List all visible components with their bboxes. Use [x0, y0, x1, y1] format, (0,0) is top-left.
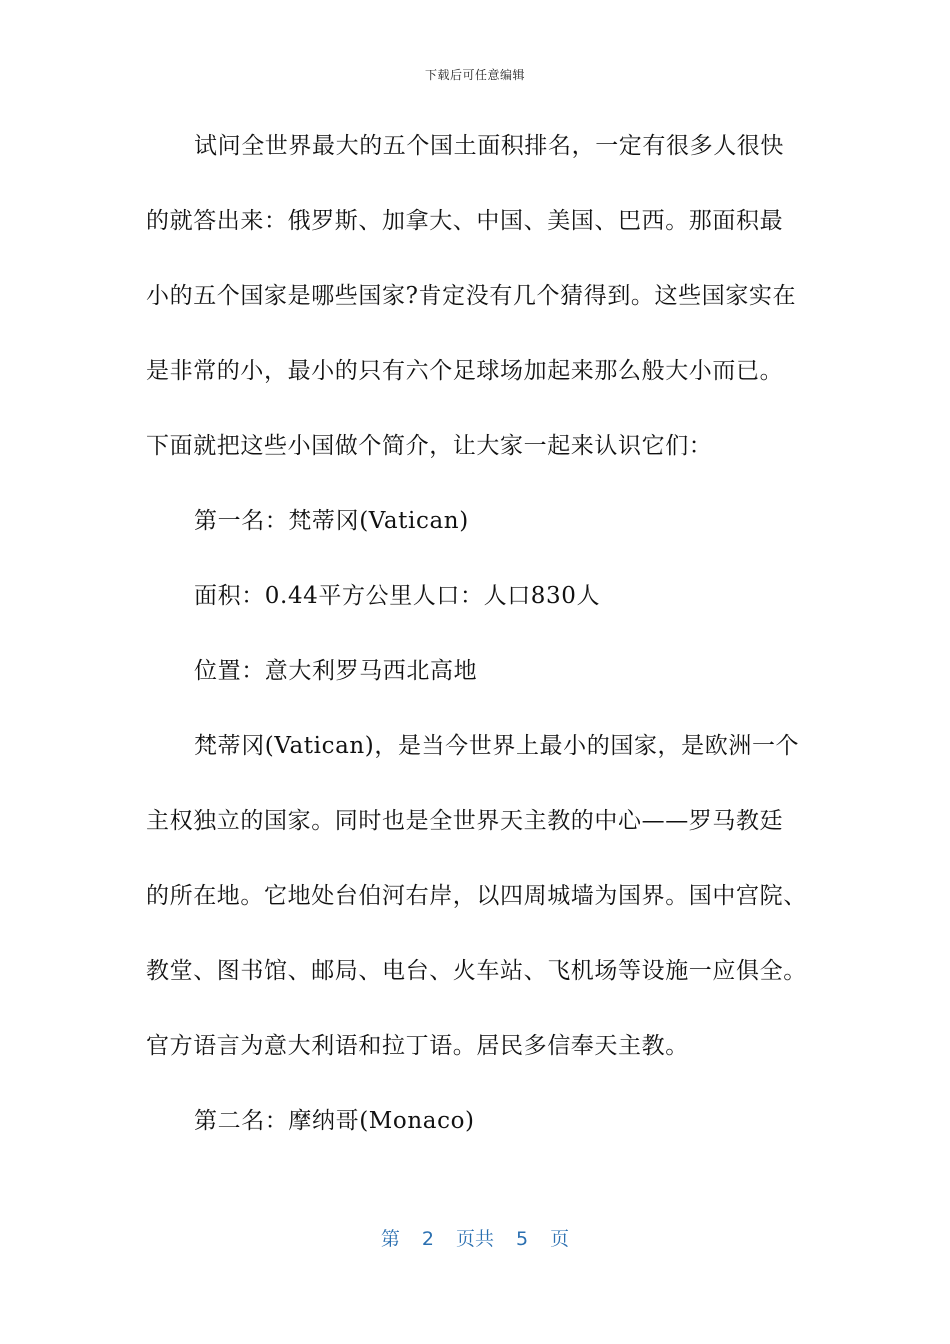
area-population-line: 面积：0.44平方公里人口：人口830人 — [194, 583, 601, 609]
page-header: 下载后可任意编辑 — [424, 68, 525, 82]
section-heading-monaco: 第二名：摩纳哥(Monaco) — [194, 1108, 475, 1134]
footer-suffix: 页 — [550, 1228, 570, 1250]
section-heading-vatican: 第一名：梵蒂冈(Vatican) — [194, 508, 469, 534]
paragraph-line: 小的五个国家是哪些国家?肯定没有几个猜得到。这些国家实在 — [146, 283, 797, 309]
document-body — [146, 121, 814, 1171]
paragraph-line: 试问全世界最大的五个国土面积排名，一定有很多人很快 — [194, 133, 784, 159]
paragraph-line: 教堂、图书馆、邮局、电台、火车站、飞机场等设施一应俱全。 — [146, 958, 807, 984]
paragraph-line: 主权独立的国家。同时也是全世界天主教的中心——罗马教廷 — [146, 808, 784, 834]
location-line: 位置：意大利罗马西北高地 — [194, 658, 478, 684]
paragraph-line: 梵蒂冈(Vatican)，是当今世界上最小的国家，是欧洲一个 — [194, 733, 800, 759]
total-pages-number: 5 — [516, 1228, 529, 1250]
paragraph-line: 官方语言为意大利语和拉丁语。居民多信奉天主教。 — [146, 1033, 689, 1059]
paragraph-line: 下面就把这些小国做个简介，让大家一起来认识它们： — [146, 433, 713, 459]
footer-prefix: 第 — [380, 1228, 400, 1250]
current-page-number: 2 — [421, 1228, 434, 1250]
paragraph-line: 的就答出来：俄罗斯、加拿大、中国、美国、巴西。那面积最 — [146, 208, 784, 234]
footer-middle: 页共 — [455, 1228, 494, 1250]
page-footer — [0, 1224, 950, 1251]
paragraph-line: 是非常的小，最小的只有六个足球场加起来那么般大小而已。 — [146, 358, 784, 384]
paragraph-line: 的所在地。它地处台伯河右岸，以四周城墙为国界。国中宫院、 — [146, 883, 807, 909]
